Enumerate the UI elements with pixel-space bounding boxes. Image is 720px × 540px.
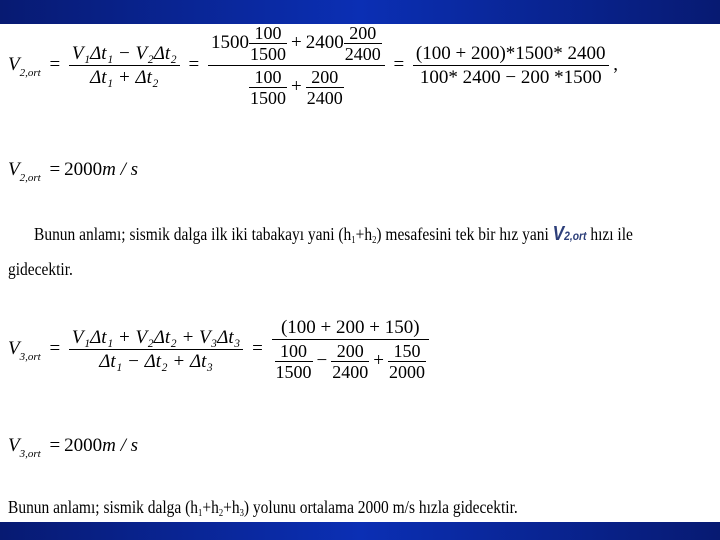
para1-line2: gidecektir. [8,259,73,279]
eq2-d-b-num: 200 [331,342,369,362]
eq1-d-a-den: 1500 [249,88,286,108]
eq1-n-a-den: 1500 [249,44,286,64]
para2-h1-sub: 1 [198,508,203,519]
eq1-n-b-den: 2400 [344,44,381,64]
para1-h2-sub: 2 [372,235,377,246]
para1-part3: hızı ile [586,224,633,244]
paragraph-interpretation-2 [8,494,518,522]
paragraph-interpretation-1-line2 [8,256,73,282]
res1-unit: m / s [102,159,139,180]
equation-v3-ort: $V_{3,ort}$ = $\frac{\text{V₁Δt₁ + V₂Δt₂ + V₃Δt₃}}{\text{Δt₁ − Δt₂ + Δt₃}}$ = (100 + 200 + 150) $\frac{100}{1500}$ − $\frac{200}{2400}$ + $\frac{150}{2000}$ [8,318,429,381]
badge-sub: 2,ort [564,229,587,243]
eq1-d-a-num: 100 [249,68,287,88]
res1-sub: 2,ort [19,172,41,184]
para2-part1: Bunun anlamı; sismik dalga (h [8,497,199,517]
eq1-d-b-den: 2400 [306,88,343,108]
eq2-fraction-numeric [272,318,429,381]
eq1-trailing-comma: , [613,53,619,75]
para1-h1-sub: 1 [351,235,356,246]
eq1-f1-denominator: Δt₁ + Δt₂ [90,67,159,88]
para2-h3-sub: 3 [239,508,244,519]
eq2-f2-denominator: $\frac{100}{1500}$ − $\frac{200}{2400}$ + $\frac{150}{2000}$ [275,341,425,382]
v2-ort-symbol-image [553,223,587,245]
res2-sub: 3,ort [19,448,41,460]
eq1-n-b-num: 200 [344,24,382,44]
eq2-d-a-den: 1500 [275,362,312,382]
badge-v: V [552,223,565,245]
paragraph-interpretation-1 [34,220,633,249]
eq1-fraction-symbolic [69,44,180,87]
eq1-n-a: 1500 [210,31,249,53]
para2-h2-sub: 2 [218,508,224,519]
para2-part2: ) yolunu ortalama 2000 m/s hızla gidecektir. [243,497,518,517]
para1-part1: Bunun anlamı; sismik dalga ilk iki tabakayı yani (h [34,224,352,244]
eq1-lhs-sub: 2,ort [19,66,41,79]
eq1-n-b: 2400 [305,31,344,53]
top-banner-bar [0,0,720,24]
eq1-n-a-num: 100 [249,24,287,44]
equation-v2-ort: $V_{2,ort}$ = $\frac{\text{V₁Δt₁ − V₂Δt₂}}{\text{Δt₁ + Δt₂}}$ = 1500 $\frac{100}{1500}$ + 2400 $\frac{200}{2400}$ $\frac{100}{1500}$ + $\frac{200}{2400}$ = $\frac{(100 + 200)*1500* 2400}{100* 2400 - 200 *1500}$ , [8,23,619,108]
eq1-fraction-numeric [208,24,385,107]
eq2-d-b-den: 2400 [332,362,369,382]
result-v3-ort: $V_{3,ort} = 2000m / s$ [8,435,139,460]
eq2-d-c-num: 150 [388,342,426,362]
eq1-lhs-var: V [8,53,20,75]
eq2-d-c-den: 2000 [388,362,425,382]
eq2-d-a-num: 100 [275,342,313,362]
para2-p1: +h [202,497,219,517]
eq1-fraction-evaluated [413,44,609,87]
para1-plus: +h [355,224,373,244]
res1-value: 2000 [64,159,103,180]
result-v2-ort: $V_{2,ort} = 2000m / s$ [8,159,139,184]
res2-var: V [8,435,20,456]
eq2-f2-numerator: (100 + 200 + 150) [272,318,429,340]
res2-unit: m / s [102,435,139,456]
para1-part2: ) mesafesini tek bir hız yani [376,224,553,244]
eq1-d-b-num: 200 [306,68,344,88]
eq2-f1-denominator: Δt₁ − Δt₂ + Δt₃ [99,351,213,372]
eq2-f1-numerator: V₁Δt₁ + V₂Δt₂ + V₃Δt₃ [69,328,243,350]
eq2-lhs-var: V [8,337,20,359]
eq1-f2-denominator: $\frac{100}{1500}$ + $\frac{200}{2400}$ [249,67,343,108]
bottom-banner-bar [0,522,720,540]
eq2-lhs-sub: 3,ort [19,350,41,363]
eq1-f3-denominator: 100* 2400 − 200 *1500 [419,67,602,88]
eq1-f3-numerator: (100 + 200)*1500* 2400 [413,44,609,66]
eq1-f1-numerator: V₁Δt₁ − V₂Δt₂ [69,44,180,66]
eq1-f2-numerator: 1500 $\frac{100}{1500}$ + 2400 $\frac{200}{2400}$ [208,24,385,66]
res1-var: V [8,159,20,180]
res2-value: 2000 [64,435,103,456]
para2-p2: +h [223,497,240,517]
eq2-fraction-symbolic [69,328,243,371]
